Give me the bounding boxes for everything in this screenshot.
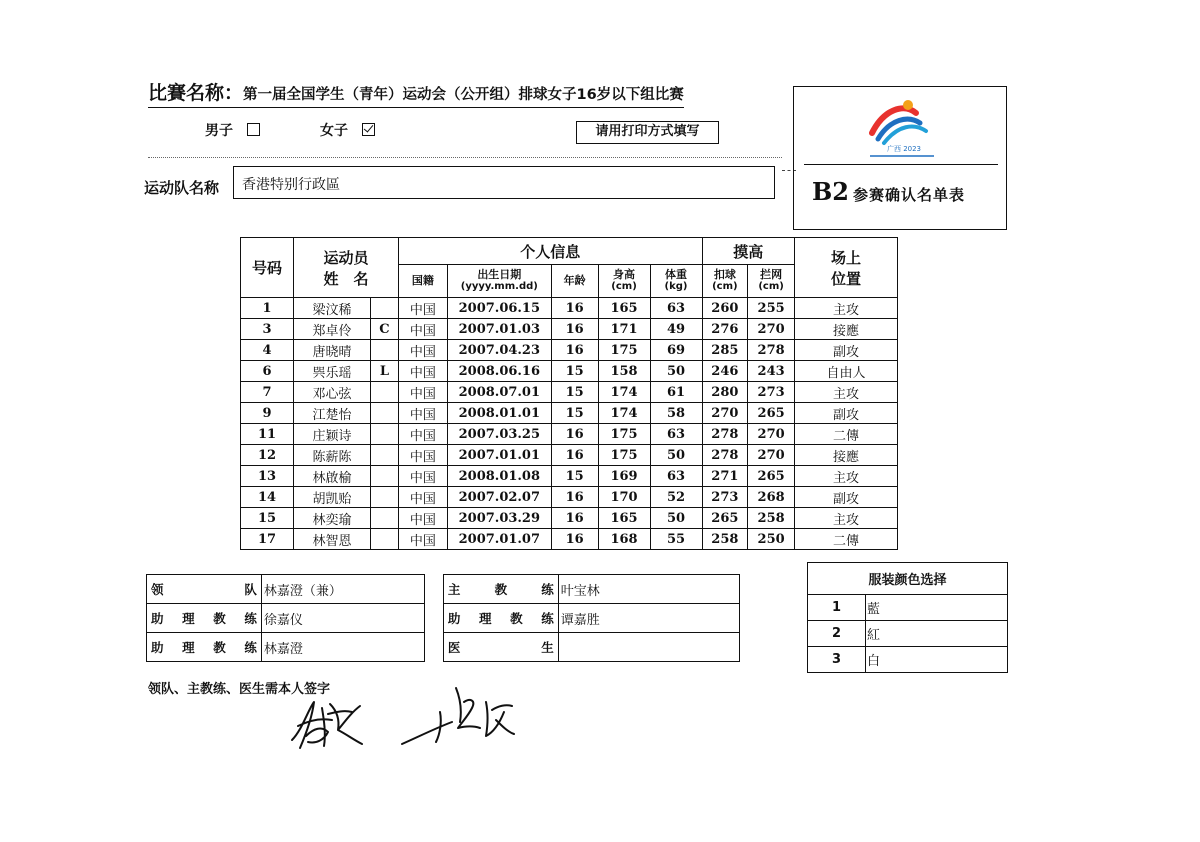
staff-assistant-coach-1-name[interactable]: 徐嘉仪 <box>261 604 424 633</box>
player-position: 二傳 <box>795 529 898 550</box>
player-nationality: 中国 <box>399 340 448 361</box>
logo-text: 广西 2023 <box>886 145 922 153</box>
player-name: 郑卓伶 <box>294 319 371 340</box>
player-age: 16 <box>551 445 598 466</box>
player-name: 林啟榆 <box>294 466 371 487</box>
player-dob: 2007.01.03 <box>447 319 551 340</box>
header-height-label: 身高 <box>613 268 636 281</box>
player-nationality: 中国 <box>399 319 448 340</box>
player-nationality: 中国 <box>399 508 448 529</box>
player-age: 16 <box>551 508 598 529</box>
color-row <box>808 647 1008 673</box>
player-weight: 49 <box>650 319 702 340</box>
color-index: 1 <box>808 595 866 621</box>
player-number: 1 <box>241 298 294 319</box>
player-number: 15 <box>241 508 294 529</box>
header-birth-date <box>447 265 551 298</box>
player-spike: 276 <box>702 319 748 340</box>
player-block: 243 <box>748 361 795 382</box>
competition-title <box>148 78 684 108</box>
player-dob: 2008.06.16 <box>447 361 551 382</box>
player-name: 庄颖诗 <box>294 424 371 445</box>
header-spike-unit: (cm) <box>712 281 738 292</box>
player-spike: 278 <box>702 424 748 445</box>
player-nationality: 中国 <box>399 466 448 487</box>
color-index: 2 <box>808 621 866 647</box>
player-block: 265 <box>748 403 795 424</box>
player-role-tag: L <box>370 361 398 382</box>
header-position <box>795 238 898 298</box>
player-number: 9 <box>241 403 294 424</box>
print-note: 请用打印方式填写 <box>576 121 719 144</box>
player-nationality: 中国 <box>399 445 448 466</box>
player-block: 265 <box>748 466 795 487</box>
player-block: 270 <box>748 445 795 466</box>
player-spike: 280 <box>702 382 748 403</box>
player-dob: 2007.04.23 <box>447 340 551 361</box>
player-number: 6 <box>241 361 294 382</box>
header-block-unit: (cm) <box>758 281 784 292</box>
player-role-tag <box>370 466 398 487</box>
female-checkbox[interactable] <box>362 123 375 136</box>
player-height: 158 <box>598 361 650 382</box>
player-block: 270 <box>748 319 795 340</box>
table-row <box>241 445 898 466</box>
player-role-tag <box>370 382 398 403</box>
player-height: 165 <box>598 508 650 529</box>
table-row <box>241 466 898 487</box>
gender-male <box>205 120 260 140</box>
staff-assistant-coach-2-name[interactable]: 谭嘉胜 <box>558 604 739 633</box>
player-height: 175 <box>598 445 650 466</box>
player-dob: 2008.07.01 <box>447 382 551 403</box>
staff-row <box>147 633 740 662</box>
player-block: 270 <box>748 424 795 445</box>
player-age: 16 <box>551 298 598 319</box>
player-dob: 2007.01.01 <box>447 445 551 466</box>
table-row <box>241 529 898 550</box>
player-weight: 50 <box>650 508 702 529</box>
player-position: 副攻 <box>795 487 898 508</box>
player-height: 168 <box>598 529 650 550</box>
header-personal-info: 个人信息 <box>399 238 703 265</box>
player-age: 16 <box>551 487 598 508</box>
player-role-tag <box>370 445 398 466</box>
player-nationality: 中国 <box>399 424 448 445</box>
header-position-line1: 场上 <box>830 248 861 267</box>
header-athlete-line2: 姓 名 <box>323 269 369 288</box>
player-age: 16 <box>551 424 598 445</box>
staff-gap <box>425 633 444 662</box>
header-block <box>748 265 795 298</box>
player-block: 273 <box>748 382 795 403</box>
form-code <box>812 177 965 206</box>
player-nationality: 中国 <box>399 382 448 403</box>
player-number: 12 <box>241 445 294 466</box>
player-position: 自由人 <box>795 361 898 382</box>
player-height: 165 <box>598 298 650 319</box>
staff-team-leader-name[interactable]: 林嘉澄（兼） <box>261 575 424 604</box>
player-spike: 270 <box>702 403 748 424</box>
player-age: 16 <box>551 529 598 550</box>
player-weight: 61 <box>650 382 702 403</box>
staff-head-coach-name[interactable]: 叶宝林 <box>558 575 739 604</box>
player-position: 主攻 <box>795 382 898 403</box>
color-value[interactable]: 白 <box>866 647 1008 673</box>
player-weight: 58 <box>650 403 702 424</box>
table-row <box>241 424 898 445</box>
player-age: 16 <box>551 319 598 340</box>
player-name: 巺乐瑶 <box>294 361 371 382</box>
player-position: 副攻 <box>795 340 898 361</box>
staff-doctor-name[interactable] <box>558 633 739 662</box>
player-weight: 55 <box>650 529 702 550</box>
color-index: 3 <box>808 647 866 673</box>
player-dob: 2007.03.29 <box>447 508 551 529</box>
player-nationality: 中国 <box>399 487 448 508</box>
table-row <box>241 382 898 403</box>
header-height <box>598 265 650 298</box>
form-id-panel <box>793 86 1007 230</box>
player-position: 接應 <box>795 319 898 340</box>
player-nationality: 中国 <box>399 403 448 424</box>
player-dob: 2008.01.08 <box>447 466 551 487</box>
staff-role-team-leader: 领 队 <box>147 575 262 604</box>
player-role-tag <box>370 298 398 319</box>
staff-row <box>147 604 740 633</box>
player-role-tag: C <box>370 319 398 340</box>
color-value[interactable]: 藍 <box>866 595 1008 621</box>
player-position: 二傳 <box>795 424 898 445</box>
team-name-field[interactable]: 香港特别行政區 <box>233 166 775 199</box>
player-block: 258 <box>748 508 795 529</box>
color-value[interactable]: 紅 <box>866 621 1008 647</box>
staff-gap <box>425 575 444 604</box>
header-position-line2: 位置 <box>830 269 861 288</box>
table-row <box>241 487 898 508</box>
signature-note: 领队、主教练、医生需本人签字 <box>148 682 331 697</box>
player-spike: 273 <box>702 487 748 508</box>
header-birth-date-label: 出生日期 <box>477 268 522 281</box>
player-number: 14 <box>241 487 294 508</box>
player-name: 邓心弦 <box>294 382 371 403</box>
player-position: 主攻 <box>795 508 898 529</box>
player-block: 268 <box>748 487 795 508</box>
player-number: 3 <box>241 319 294 340</box>
player-role-tag <box>370 424 398 445</box>
competition-name: 第一届全国学生（青年）运动会（公开组）排球女子16岁以下组比赛 <box>243 87 684 103</box>
games-logo-icon <box>864 95 938 161</box>
player-block: 250 <box>748 529 795 550</box>
player-spike: 246 <box>702 361 748 382</box>
player-position: 主攻 <box>795 298 898 319</box>
player-dob: 2007.02.07 <box>447 487 551 508</box>
player-weight: 63 <box>650 466 702 487</box>
header-spike <box>702 265 748 298</box>
player-dob: 2007.03.25 <box>447 424 551 445</box>
player-spike: 260 <box>702 298 748 319</box>
staff-role-assistant-coach: 助 理 教 练 <box>443 604 558 633</box>
player-spike: 285 <box>702 340 748 361</box>
header-weight-label: 体重 <box>665 268 688 281</box>
player-name: 江楚怡 <box>294 403 371 424</box>
player-age: 15 <box>551 466 598 487</box>
player-number: 17 <box>241 529 294 550</box>
header-weight <box>650 265 702 298</box>
player-age: 15 <box>551 361 598 382</box>
player-block: 255 <box>748 298 795 319</box>
player-weight: 50 <box>650 445 702 466</box>
player-spike: 278 <box>702 445 748 466</box>
staff-assistant-coach-3-name[interactable]: 林嘉澄 <box>261 633 424 662</box>
player-role-tag <box>370 487 398 508</box>
player-role-tag <box>370 340 398 361</box>
player-name: 林智恩 <box>294 529 371 550</box>
player-weight: 50 <box>650 361 702 382</box>
header-block-label: 拦网 <box>760 268 783 281</box>
player-name: 胡凯贻 <box>294 487 371 508</box>
header-age: 年龄 <box>551 265 598 298</box>
staff-role-doctor: 医 生 <box>443 633 558 662</box>
player-spike: 271 <box>702 466 748 487</box>
staff-row <box>147 575 740 604</box>
player-name: 唐晓晴 <box>294 340 371 361</box>
table-row <box>241 298 898 319</box>
player-name: 林奕瑜 <box>294 508 371 529</box>
player-role-tag <box>370 508 398 529</box>
dotted-divider <box>148 157 782 158</box>
header-birth-format: (yyyy.mm.dd) <box>460 281 538 292</box>
form-code-number: B2 <box>812 177 849 206</box>
player-role-tag <box>370 529 398 550</box>
player-role-tag <box>370 403 398 424</box>
header-nationality: 国籍 <box>399 265 448 298</box>
player-name: 梁汶稀 <box>294 298 371 319</box>
player-dob: 2008.01.01 <box>447 403 551 424</box>
header-spike-label: 扣球 <box>713 268 736 281</box>
color-row <box>808 621 1008 647</box>
player-age: 15 <box>551 382 598 403</box>
header-height-unit: (cm) <box>611 281 637 292</box>
male-checkbox[interactable] <box>247 123 260 136</box>
player-name: 陈薪陈 <box>294 445 371 466</box>
player-spike: 258 <box>702 529 748 550</box>
table-row <box>241 403 898 424</box>
player-height: 175 <box>598 340 650 361</box>
player-number: 11 <box>241 424 294 445</box>
player-weight: 63 <box>650 424 702 445</box>
player-height: 170 <box>598 487 650 508</box>
header-weight-unit: (kg) <box>664 281 688 292</box>
player-number: 13 <box>241 466 294 487</box>
staff-table <box>146 574 740 662</box>
table-row <box>241 361 898 382</box>
player-dob: 2007.06.15 <box>447 298 551 319</box>
color-row <box>808 595 1008 621</box>
player-height: 169 <box>598 466 650 487</box>
player-nationality: 中国 <box>399 529 448 550</box>
table-row <box>241 319 898 340</box>
player-dob: 2007.01.07 <box>447 529 551 550</box>
form-title: 参赛确认名单表 <box>852 186 965 204</box>
player-number: 7 <box>241 382 294 403</box>
player-age: 15 <box>551 403 598 424</box>
staff-role-assistant-coach: 助 理 教 练 <box>147 633 262 662</box>
player-height: 171 <box>598 319 650 340</box>
player-position: 副攻 <box>795 403 898 424</box>
player-weight: 52 <box>650 487 702 508</box>
roster-table <box>240 237 898 550</box>
uniform-color-table <box>807 562 1008 673</box>
staff-role-assistant-coach: 助 理 教 练 <box>147 604 262 633</box>
panel-divider <box>804 164 998 165</box>
competition-label: 比賽名称： <box>148 82 244 104</box>
signature-1-icon <box>288 690 368 754</box>
staff-gap <box>425 604 444 633</box>
table-row <box>241 508 898 529</box>
team-label: 运动队名称 <box>144 179 220 197</box>
player-age: 16 <box>551 340 598 361</box>
player-nationality: 中国 <box>399 361 448 382</box>
header-reach: 摸高 <box>702 238 795 265</box>
player-height: 174 <box>598 382 650 403</box>
player-weight: 69 <box>650 340 702 361</box>
signature-2-icon <box>400 682 520 748</box>
player-number: 4 <box>241 340 294 361</box>
table-row <box>241 340 898 361</box>
player-spike: 265 <box>702 508 748 529</box>
staff-role-head-coach: 主 教 练 <box>443 575 558 604</box>
male-label: 男子 <box>205 123 233 139</box>
header-athlete-line1: 运动员 <box>323 248 369 267</box>
player-weight: 63 <box>650 298 702 319</box>
uniform-color-title: 服装颜色选择 <box>808 563 1008 595</box>
player-position: 主攻 <box>795 466 898 487</box>
player-height: 174 <box>598 403 650 424</box>
player-nationality: 中国 <box>399 298 448 319</box>
player-block: 278 <box>748 340 795 361</box>
player-height: 175 <box>598 424 650 445</box>
header-athlete <box>294 238 399 298</box>
female-label: 女子 <box>320 123 348 139</box>
header-number: 号码 <box>241 238 294 298</box>
player-position: 接應 <box>795 445 898 466</box>
gender-female <box>320 120 375 140</box>
